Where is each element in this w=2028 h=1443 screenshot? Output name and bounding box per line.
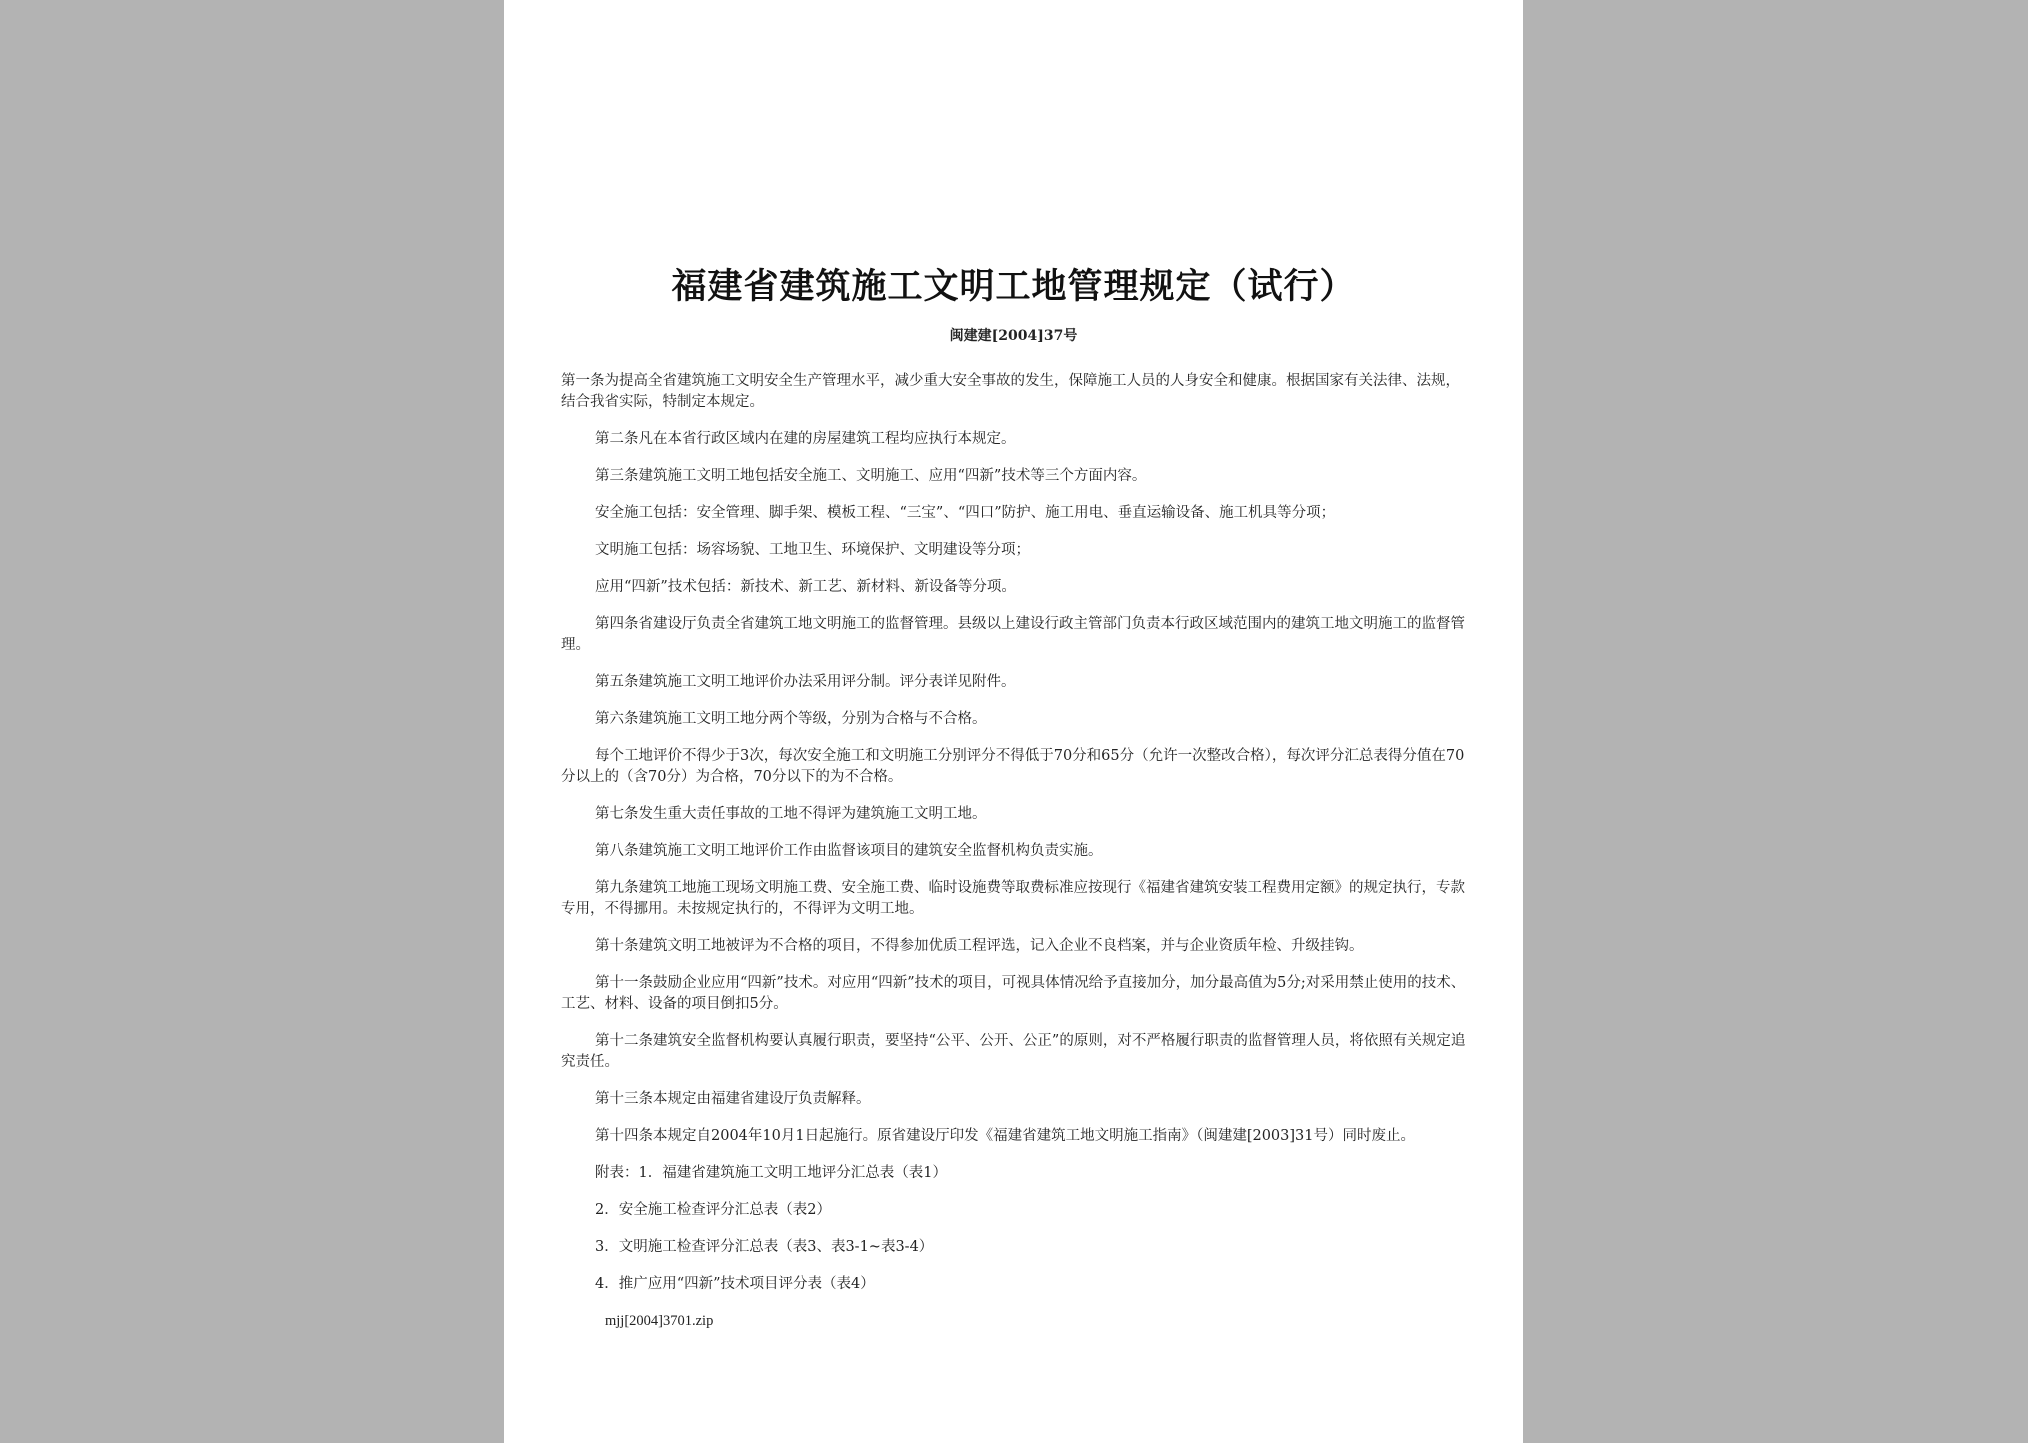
article-7: 第七条发生重大责任事故的工地不得评为建筑施工文明工地。 [595,806,987,822]
article-13: 第十三条本规定由福建省建设厅负责解释。 [595,1091,871,1107]
article-10: 第十条建筑文明工地被评为不合格的项目，不得参加优质工程评选，记入企业不良档案，并与企业资质年检、升级挂钩。 [595,938,1364,954]
article-12: 第十二条建筑安全监督机构要认真履行职责，要坚持“公平、公开、公正”的原则，对不严格履行职责的监督管理人员，将依照有关规定追究责任。 [561,1033,1466,1070]
attachment-filename: mjj[2004]3701.zip [605,1313,714,1329]
article-9: 第九条建筑工地施工现场文明施工费、安全施工费、临时设施费等取费标准应按现行《福建省建筑安装工程费用定额》的规定执行，专款专用，不得挪用。未按规定执行的，不得评为文明工地。 [561,880,1465,917]
article-5: 第五条建筑施工文明工地评价办法采用评分制。评分表详见附件。 [595,674,1016,690]
article-14: 第十四条本规定自2004年10月1日起施行。原省建设厅印发《福建省建筑工地文明施工指南》（闽建建[2003]31号）同时废止。 [595,1128,1415,1144]
document-title: 福建省建筑施工文明工地管理规定（试行） [671,266,1356,307]
document-body [561,371,1473,1332]
attachment-item: 3．文明施工检查评分汇总表（表3、表3-1~表3-4） [595,1239,934,1255]
article-6: 第六条建筑施工文明工地分两个等级，分别为合格与不合格。 [595,711,987,727]
article-6-detail: 每个工地评价不得少于3次，每次安全施工和文明施工分别评分不得低于70分和65分（允许一次整改合格），每次评分汇总表得分值在70分以上的（含70分）为合格，70分以下的为不合格。 [561,748,1465,785]
document-page [504,0,1523,1443]
article-3-four-new: 应用“四新”技术包括：新技术、新工艺、新材料、新设备等分项。 [595,579,1016,595]
article-3: 第三条建筑施工文明工地包括安全施工、文明施工、应用“四新”技术等三个方面内容。 [595,468,1147,484]
attachment-item: 2．安全施工检查评分汇总表（表2） [595,1202,831,1218]
attachment-item: 4．推广应用“四新”技术项目评分表（表4） [595,1276,875,1292]
article-8: 第八条建筑施工文明工地评价工作由监督该项目的建筑安全监督机构负责实施。 [595,843,1103,859]
article-3-safety: 安全施工包括：安全管理、脚手架、模板工程、“三宝”、“四口”防护、施工用电、垂直运输设备、施工机具等分项； [595,505,1336,521]
article-3-civilized: 文明施工包括：场容场貌、工地卫生、环境保护、文明建设等分项； [595,542,1030,558]
document-number: 闽建建[2004]37号 [949,328,1078,344]
article-11: 第十一条鼓励企业应用“四新”技术。对应用“四新”技术的项目，可视具体情况给予直接加分，加分最高值为5分;对采用禁止使用的技术、工艺、材料、设备的项目倒扣5分。 [561,975,1466,1012]
article-2: 第二条凡在本省行政区域内在建的房屋建筑工程均应执行本规定。 [595,431,1016,447]
attachment-item: 附表：1．福建省建筑施工文明工地评分汇总表（表1） [595,1165,947,1181]
article-4: 第四条省建设厅负责全省建筑工地文明施工的监督管理。县级以上建设行政主管部门负责本行政区域范围内的建筑工地文明施工的监督管理。 [561,616,1465,653]
article-1: 第一条为提高全省建筑施工文明安全生产管理水平，减少重大安全事故的发生，保障施工人员的人身安全和健康。根据国家有关法律、法规，结合我省实际，特制定本规定。 [561,373,1460,410]
